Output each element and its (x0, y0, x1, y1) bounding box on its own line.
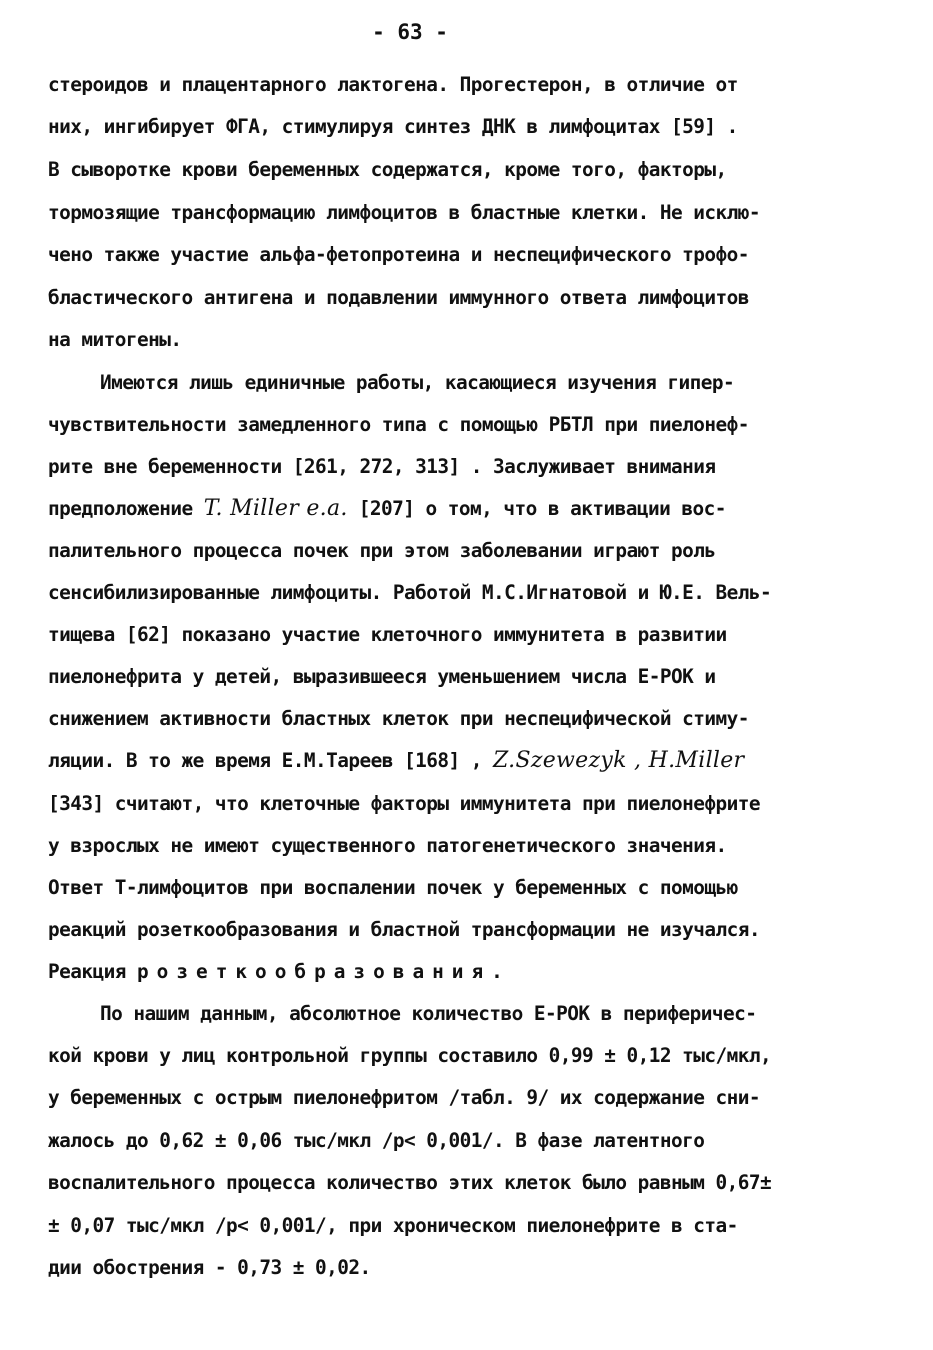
text-line: Ответ Т-лимфоцитов при воспалении почек у беременных с помощью (48, 876, 738, 899)
text-line: воспалительного процесса количество этих клеток было равным 0,67± (48, 1171, 772, 1194)
text-line: рите вне беременности [261, 272, 313] . Заслуживает внимания (48, 455, 716, 478)
text-line (48, 494, 726, 524)
text-line: В сыворотке крови беременных содержатся, кроме того, факторы, (48, 158, 727, 181)
text-segment: предположение (48, 497, 204, 520)
text-line: кой крови у лиц контрольной группы составило 0,99 ± 0,12 тыс/мкл, (48, 1044, 772, 1067)
text-line: снижением активности бластных клеток при неспецифической стиму- (48, 707, 749, 730)
text-line: них, ингибирует ФГА, стимулируя синтез ДНК в лимфоцитах [59] . (48, 115, 738, 138)
text-line: сенсибилизированные лимфоциты. Работой М.С.Игнатовой и Ю.Е. Вель- (48, 581, 772, 604)
text-line: дии обострения - 0,73 ± 0,02. (48, 1256, 371, 1279)
text-line: [343] считают, что клеточные факторы иммунитета при пиелонефрите (48, 792, 760, 815)
spaced-heading-word: розеткообразования (137, 960, 492, 983)
text-line: тормозящие трансформацию лимфоцитов в бластные клетки. Не исклю- (48, 201, 760, 224)
text-line: стероидов и плацентарного лактогена. Прогестерон, в отличие от (48, 73, 738, 96)
text-line: Имеются лишь единичные работы, касающиеся изучения гипер- (100, 371, 735, 394)
text-line: чено также участие альфа-фетопротеина и неспецифического трофо- (48, 243, 749, 266)
text-line: По нашим данным, абсолютное количество Е-РОК в периферичес- (100, 1002, 757, 1025)
text-line: палительного процесса почек при этом заболевании играют роль (48, 539, 716, 562)
text-segment: [207] о том, что в активации вос- (347, 497, 726, 520)
text-line: пиелонефрита у детей, выразившееся уменьшением числа Е-РОК и (48, 665, 716, 688)
author-citation: Z.Szewezyk , H.Miller (492, 748, 745, 773)
text-line: на митогены. (48, 328, 182, 351)
text-line: тищева [62] показано участие клеточного иммунитета в развитии (48, 623, 727, 646)
text-line: жалось до 0,62 ± 0,06 тыс/мкл /p< 0,001/. В фазе латентного (48, 1129, 705, 1152)
text-line: чувствительности замедленного типа с помощью РБТЛ при пиелонеф- (48, 413, 749, 436)
text-segment: Реакция (48, 960, 137, 983)
text-segment: . (491, 960, 503, 983)
text-line: бластического антигена и подавлении иммунного ответа лимфоцитов (48, 286, 749, 309)
text-line (48, 746, 744, 776)
section-heading (48, 957, 502, 987)
text-line: ± 0,07 тыс/мкл /p< 0,001/, при хроническом пиелонефрите в ста- (48, 1214, 738, 1237)
text-line: у беременных с острым пиелонефритом /табл. 9/ их содержание сни- (48, 1086, 760, 1109)
page-number: - 63 - (372, 20, 448, 44)
text-line: у взрослых не имеют существенного патогенетического значения. (48, 834, 727, 857)
text-line: реакций розеткообразования и бластной трансформации не изучался. (48, 918, 760, 941)
text-segment: ляции. В то же время Е.М.Тареев [168] , (48, 749, 493, 772)
author-citation: T. Miller e.a. (203, 496, 348, 521)
